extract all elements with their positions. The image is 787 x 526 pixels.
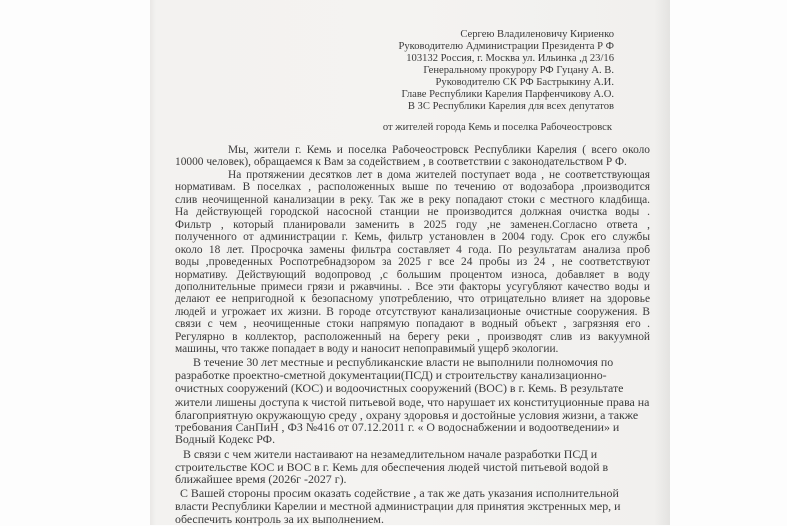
paragraph-line: нормативу. Действующий водопровод ,с большим процентом износа, добавляет в воду [175, 269, 650, 281]
paragraph-line: воды ,проведенных Роспотребнадзором за 2025 г все 24 пробы из 24 , не соответствуют [175, 257, 650, 269]
paragraph-line: Фильтр , который планировали заменить в 2025 году ,не заменен.Согласно ответа , [175, 219, 650, 231]
paragraph-line: Регулярно в коллектор, расположенный на берегу реки , производят слив из вакуумной [175, 331, 650, 343]
paragraph-line: На протяжении десятков лет в дома жителей поступает вода , не соответствующая [228, 169, 650, 181]
addressee-line: 103132 Россия, г. Москва ул. Ильинка ,д 23/16 [406, 53, 614, 64]
addressee-line: Руководителю СК РФ Бастрыкину А.И. [435, 77, 614, 88]
paragraph-line: машины, что также попадает в воду и наносит непоправимый ущерб экологии. [175, 344, 559, 356]
paragraph-line: делают ее непригодной к безопасному употреблению, что отрицательно влияет на здоровье [175, 294, 650, 306]
paragraph-line: дополнительные примеси грязи и ржавчины. . Все эти факторы усугубляют качество воды и [175, 281, 650, 293]
paragraph-line: Водный Кодекс РФ. [175, 432, 276, 446]
sender-line: от жителей города Кемь и поселка Рабочеостровск [382, 122, 612, 133]
paragraph-line: В течение 30 лет местные и республиканские власти не выполнили полномочия по [193, 355, 614, 369]
paragraph-line: Мы, жители г. Кемь и поселка Рабочеостровск Республики Карелия ( всего около [228, 145, 650, 156]
paragraph-line: людей и угрожает их жизни. В городе отсутствуют канализационые очистные сооружения. В [175, 306, 650, 318]
paragraph-line: полученного от администрации г. Кемь, фильтр установлен в 2004 году. Срок его службы [175, 232, 650, 244]
paragraph-line: власти Республики Карелии и местной администрации для принятия экстренных мер, и [175, 499, 621, 513]
paragraph-line: жители лишены доступа к чистой питьевой воде, что нарушает их конституционные права на [175, 395, 650, 409]
addressee-line: Генеральному прокурору РФ Гуцану А. В. [423, 65, 614, 76]
paragraph-line: обеспечить контроль за их выполнением. [175, 512, 384, 526]
paragraph-line: благоприятную окружающую среду , охрану здоровья и достойные условия жизни, а также [175, 408, 639, 422]
paragraph-line: разработке проектно-сметной документации(ПСД) и строительству канализационно- [175, 368, 607, 382]
paragraph-line: ближайшее время (2026г -2027 г). [175, 472, 347, 486]
addressee-line: В ЗС Республики Карелия для всех депутатов [407, 101, 614, 112]
paragraph-line: строительстве КОС и ВОС в г. Кемь для обеспечения людей чистой питьевой водой в [175, 460, 609, 474]
paragraph-line: связи с чем , неочищенные стоки напрямую попадают в водный объект , загрязняя его . [175, 319, 650, 331]
paragraph-line: очистных сооружений (КОС) и водоочистных сооружений (ВОС) в г. Кемь. В результате [175, 381, 624, 395]
paragraph-line: около 18 лет. Просрочка замены фильтра составляет 4 года. По результатам анализа проб [175, 244, 650, 256]
paragraph-line: нормативам. В поселках , расположенных выше по течению от водозабора ,производится [175, 182, 650, 194]
paragraph-line: требования СанПиН , ФЗ №416 от 07.12.2011 г. « О водоснабжении и водоотведении» и [175, 420, 620, 434]
addressee-line: Руководителю Администрации Президента Р Ф [398, 41, 614, 52]
paragraph-line: слив неочищенной канализации в реку. Так же в реку попадают стоки с местного кладбища. [175, 194, 650, 206]
paragraph-line: 10000 человек), обращаемся к Вам за содействием , в соответствии с законодательством Р Ф. [175, 157, 627, 169]
paragraph-line: С Вашей стороны просим оказать содействие , а так же дать указания исполнительной [180, 486, 619, 500]
addressee-line: Главе Республики Карелия Парфенчикову А.О. [401, 89, 614, 100]
paragraph-line: На действующей городской насосной станции не производится должная очистка воды . [175, 207, 650, 219]
paragraph-line: В связи с чем жители настаивают на незамедлительном начале разработки ПСД и [183, 447, 598, 461]
addressee-line: Сергею Владиленовичу Кириенко [460, 29, 614, 40]
